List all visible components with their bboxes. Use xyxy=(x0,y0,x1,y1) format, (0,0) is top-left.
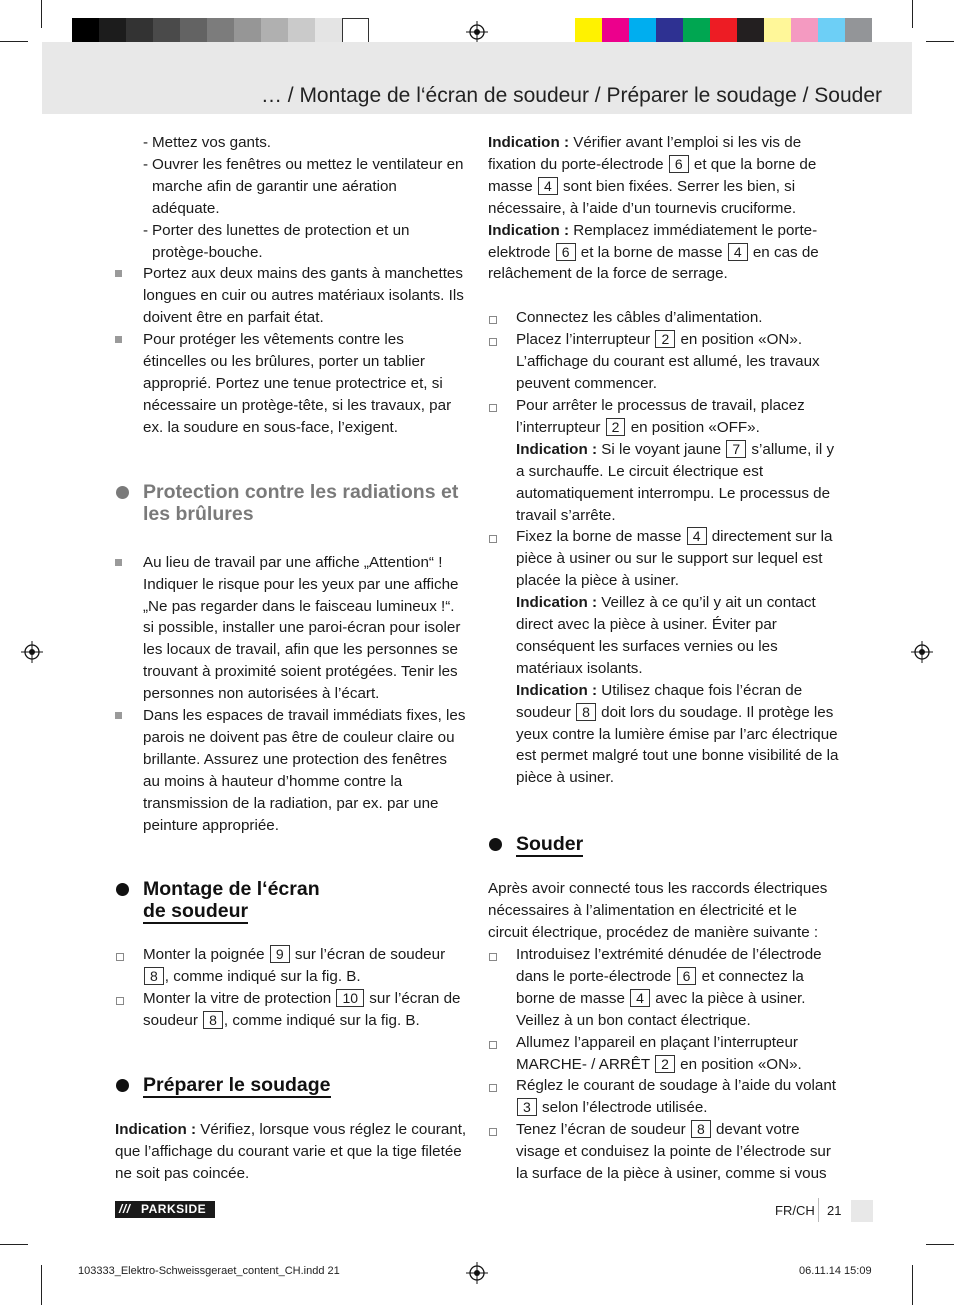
checkbox-bullet-icon xyxy=(489,404,497,412)
section-heading: Montage de l‘écran de soudeur xyxy=(115,878,467,922)
divider xyxy=(818,1198,819,1222)
color-swatch xyxy=(575,18,602,45)
color-swatch xyxy=(126,18,153,45)
color-swatch xyxy=(261,18,288,45)
indication-paragraph: Indication : Vérifier avant l’emploi si les vis de fixation du porte-électrode 6 et que la borne de masse 4 sont bien fixées. Serrer les bien, si nécessaire, à l’aide d’un tournevis cruciforme. xyxy=(488,134,817,217)
crop-mark xyxy=(926,1244,954,1245)
crop-mark xyxy=(41,1265,42,1305)
bullet-dot-icon xyxy=(116,486,129,499)
page-tab xyxy=(851,1200,873,1222)
list-item: - Mettez vos gants. xyxy=(143,134,272,151)
list-item: Monter la poignée 9 sur l’écran de soudeur 8 , comme indiqué sur la fig. B. xyxy=(115,944,467,988)
color-swatch xyxy=(845,18,872,45)
registration-mark-icon xyxy=(21,641,43,663)
color-swatch xyxy=(315,18,342,45)
square-bullet-icon xyxy=(115,712,122,719)
grey-color-bar xyxy=(72,18,369,45)
language-label: FR/CH xyxy=(775,1203,815,1218)
slug-date: 06.11.14 15:09 xyxy=(799,1265,872,1277)
page-title: … / Montage de l‘écran de soudeur / Préparer le soudage / Souder xyxy=(260,84,882,107)
section-heading: Préparer le soudage xyxy=(115,1074,467,1096)
list-item: Tenez l’écran de soudeur 8 devant votre visage et conduisez la pointe de l’électrode sur la surface de la pièce à usiner, comme si vous xyxy=(488,1119,840,1185)
registration-mark-icon xyxy=(466,21,488,43)
list-item: Pour protéger les vêtements contre les étincelles ou les brûlures, porter un tablier approprié. Portez une tenue protectrice et, si nécessaire un protège-tête, si les travaux, par ex. la soudure en sous-face, l’exigent. xyxy=(115,329,467,439)
color-swatch xyxy=(72,18,99,45)
crop-mark xyxy=(912,1265,913,1305)
indication-paragraph: Indication : Remplacez immédiatement le porte-elektrode 6 et la borne de masse 4 en cas de relâchement de la force de serrage. xyxy=(488,221,819,283)
color-swatch xyxy=(629,18,656,45)
list-item: Connectez les câbles d’alimentation. xyxy=(488,307,840,329)
list-item: Monter la vitre de protection 10 sur l’écran de soudeur 8 , comme indiqué sur la fig. B. xyxy=(115,988,467,1032)
list-item: - Ouvrer les fenêtres ou mettez le ventilateur en marche afin de garantir une aération adéquate. xyxy=(143,155,464,217)
color-swatch xyxy=(710,18,737,45)
bullet-dot-icon xyxy=(489,838,502,851)
list-item: Dans les espaces de travail immédiats fixes, les parois ne doivent pas être de couleur claire ou brillante. Assurez une protection des fenêtres au moins à hauteur d’homme contre la transmission de la radiation, par ex. par une peinture appropriée. xyxy=(115,705,467,836)
checkbox-bullet-icon xyxy=(489,1128,497,1136)
color-swatch xyxy=(207,18,234,45)
checkbox-bullet-icon xyxy=(489,953,497,961)
registration-mark-icon xyxy=(466,1262,488,1284)
list-item: Placez l’interrupteur 2 en position «ON». L’affichage du courant est allumé, les travaux peuvent commencer. xyxy=(488,329,840,395)
list-item: - Porter des lunettes de protection et un protège-bouche. xyxy=(143,221,410,261)
checkbox-bullet-icon xyxy=(116,997,124,1005)
section-heading: Protection contre les radiations et les brûlures xyxy=(115,481,467,525)
color-swatch xyxy=(153,18,180,45)
process-color-bar xyxy=(575,18,872,45)
color-swatch xyxy=(288,18,315,45)
list-item: Introduisez l’extrémité dénudée de l’électrode dans le porte-électrode 6 et connectez la borne de masse 4 avec la pièce à usiner. Veillez à un bon contact électrique. xyxy=(488,944,840,1032)
section-heading: Souder xyxy=(488,833,840,855)
square-bullet-icon xyxy=(115,559,122,566)
crop-mark xyxy=(912,0,913,28)
list-item: Fixez la borne de masse 4 directement sur la pièce à usiner ou sur le support sur lequel est placée la pièce à usiner. Indication : Veillez à ce qu’il y ait un contact direct avec la pièce à usiner. Éviter par conséquent les surfaces vernies ou les matériaux isolants. Indication : Utilisez chaque fois l’écran de soudeur 8 doit lors du soudage. Il protège les yeux contre la lumière émise par l’arc électrique est permet malgré tout une bonne visibilité de la pièce à usiner. xyxy=(488,526,840,789)
list-item: Portez aux deux mains des gants à manchettes longues en cuir ou autres matériaux isolants. Ils doivent être en parfait état. xyxy=(115,263,467,329)
intro-paragraph: Après avoir connecté tous les raccords électriques nécessaires à l’alimentation en électricité et le circuit électrique, procédez de manière suivante : xyxy=(488,880,828,942)
checkbox-bullet-icon xyxy=(116,953,124,961)
square-bullet-icon xyxy=(115,336,122,343)
square-bullet-icon xyxy=(115,270,122,277)
crop-mark xyxy=(0,41,28,42)
color-swatch xyxy=(602,18,629,45)
list-item: Réglez le courant de soudage à l’aide du volant 3 selon l’électrode utilisée. xyxy=(488,1075,840,1119)
color-swatch xyxy=(818,18,845,45)
checkbox-bullet-icon xyxy=(489,316,497,324)
color-swatch xyxy=(737,18,764,45)
color-swatch xyxy=(180,18,207,45)
checkbox-bullet-icon xyxy=(489,1084,497,1092)
crop-mark xyxy=(926,41,954,42)
crop-mark xyxy=(0,1244,28,1245)
parkside-logo: /// PARKSIDE xyxy=(115,1201,215,1218)
bullet-dot-icon xyxy=(116,883,129,896)
slug-filename: 103333_Elektro-Schweissgeraet_content_CH.indd 21 xyxy=(78,1265,340,1277)
checkbox-bullet-icon xyxy=(489,1041,497,1049)
color-swatch xyxy=(683,18,710,45)
color-swatch xyxy=(99,18,126,45)
list-item: Allumez l’appareil en plaçant l’interrupteur MARCHE- / ARRÊT 2 en position «ON». xyxy=(488,1032,840,1076)
list-item: Au lieu de travail par une affiche „Attention“ ! Indiquer le risque pour les yeux par une affiche „Ne pas regarder dans le faisceau lumineux !“. si possible, installer une paroi-écran pour isoler les locaux de travail, afin que les personnes se trouvant à proximité soient protégées. Tenir les personnes non autorisées à l’écart. xyxy=(115,552,467,705)
left-column xyxy=(115,132,467,1185)
checkbox-bullet-icon xyxy=(489,338,497,346)
page-number: 21 xyxy=(827,1203,842,1218)
indication-paragraph: Indication : Vérifiez, lorsque vous réglez le courant, que l’affichage du courant varie et que la tige filetée ne soit pas coincée. xyxy=(115,1121,467,1182)
color-swatch xyxy=(791,18,818,45)
crop-mark xyxy=(41,0,42,28)
bullet-dot-icon xyxy=(116,1079,129,1092)
color-swatch xyxy=(342,18,369,45)
checkbox-bullet-icon xyxy=(489,535,497,543)
color-swatch xyxy=(656,18,683,45)
right-column xyxy=(488,132,840,1185)
list-item: Pour arrêter le processus de travail, placez l’interrupteur 2 en position «OFF». Indication : Si le voyant jaune 7 s’allume, il y a surchauffe. Le circuit électrique est automatiquement interrompu. Le processus de travail s’arrête. xyxy=(488,395,840,526)
registration-mark-icon xyxy=(911,641,933,663)
color-swatch xyxy=(234,18,261,45)
color-swatch xyxy=(764,18,791,45)
